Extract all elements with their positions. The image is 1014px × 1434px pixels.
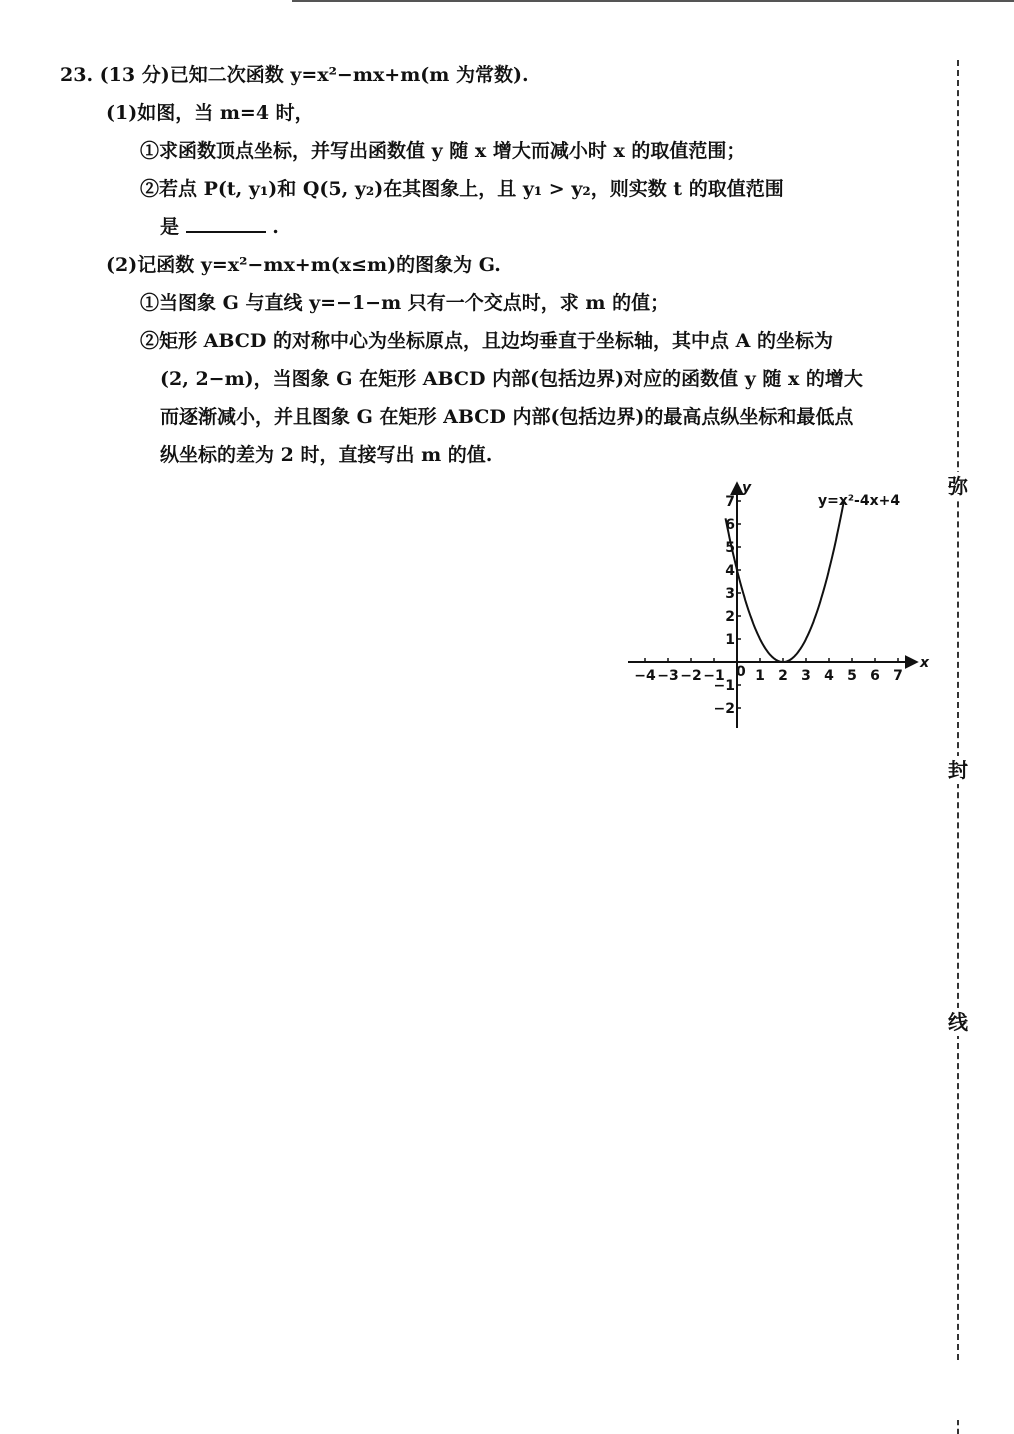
- parabola-curve: [726, 501, 844, 663]
- y-tick-label: 4: [725, 563, 735, 579]
- x-tick-label: 3: [801, 668, 811, 684]
- y-tick-label: −2: [713, 701, 735, 717]
- seal-label-mi: 弥: [944, 472, 972, 500]
- x-axis-label: x: [920, 655, 930, 671]
- seal-label-feng: 封: [944, 756, 972, 784]
- seal-line-tail: [957, 1420, 959, 1434]
- answer-suffix: .: [272, 216, 279, 238]
- part-1-item-2-cont: [60, 208, 940, 246]
- curve-label: y=x²-4x+4: [818, 493, 901, 509]
- answer-blank: [186, 211, 266, 233]
- part-2-header: (2)记函数 y=x²−mx+m(x≤m)的图象为 G.: [106, 254, 501, 276]
- y-tick-label: 5: [725, 540, 735, 556]
- x-tick-label: −3: [657, 668, 679, 684]
- part-1-header: (1)如图，当 m=4 时，: [106, 102, 314, 124]
- y-tick-label: −1: [713, 678, 735, 694]
- part-1-item-2: ②若点 P(t, y₁)和 Q(5, y₂)在其图象上，且 y₁ > y₂，则实数 t 的取值范围: [140, 178, 784, 200]
- part-2-item-2: ②矩形 ABCD 的对称中心为坐标原点，且边均垂直于坐标轴，其中点 A 的坐标为: [140, 330, 833, 352]
- x-tick-label: −1: [703, 668, 725, 684]
- part-1-item-1: ①求函数顶点坐标，并写出函数值 y 随 x 增大而减小时 x 的取值范围；: [140, 140, 746, 162]
- x-tick-label: 7: [893, 668, 903, 684]
- x-tick-label: 6: [870, 668, 880, 684]
- seal-line: [957, 60, 959, 1360]
- y-tick-label: 3: [725, 586, 735, 602]
- question-stem: 23. (13 分)已知二次函数 y=x²−mx+m(m 为常数).: [60, 64, 529, 86]
- answer-prefix: 是: [160, 216, 180, 238]
- x-tick-label: −4: [634, 668, 656, 684]
- x-tick-label: 5: [847, 668, 857, 684]
- x-tick-label: 1: [755, 668, 765, 684]
- origin-label: 0: [736, 664, 746, 680]
- part-2-item-2-cont-2: 而逐渐减小，并且图象 G 在矩形 ABCD 内部(包括边界)的最高点纵坐标和最低点: [160, 406, 854, 428]
- x-tick-label: 4: [824, 668, 834, 684]
- seal-label-xian: 线: [944, 1008, 972, 1036]
- question-23: [60, 56, 940, 474]
- part-2-item-2-cont-1: (2, 2−m)，当图象 G 在矩形 ABCD 内部(包括边界)对应的函数值 y 随 x 的增大: [160, 368, 863, 390]
- y-axis-label: y: [742, 480, 752, 496]
- part-2-item-1: ①当图象 G 与直线 y=−1−m 只有一个交点时，求 m 的值；: [140, 292, 670, 314]
- y-tick-label: 2: [725, 609, 735, 625]
- x-tick-label: −2: [680, 668, 702, 684]
- y-tick-label: 1: [725, 632, 735, 648]
- part-2-item-2-cont-3: 纵坐标的差为 2 时，直接写出 m 的值.: [160, 444, 493, 466]
- y-tick-label: 7: [725, 494, 735, 510]
- parabola-plot: [620, 478, 940, 738]
- y-tick-label: 6: [725, 517, 735, 533]
- x-tick-label: 2: [778, 668, 788, 684]
- top-border-line: [292, 0, 1014, 2]
- parabola-graph: [620, 478, 940, 742]
